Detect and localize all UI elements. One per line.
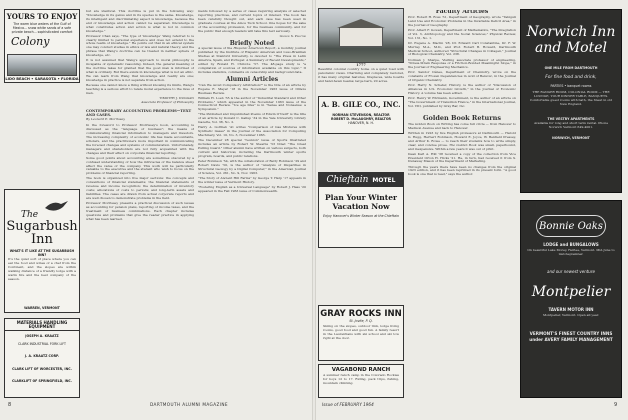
ad-gray-rocks — [318, 305, 404, 361]
golden-book-heading: Golden Book Returns — [422, 113, 502, 122]
ad-norwich-line-2: PARTIES • banquet rooms — [550, 84, 592, 88]
ad-bonnie-line-2: and our newest venture — [547, 269, 595, 274]
ad-bonnie-line-4: VERMONT'S FINEST COUNTRY INNS under AVERY FAMILY MANAGEMENT — [529, 331, 613, 343]
ad-norwich-line-1: For fine food and drink, — [545, 75, 597, 80]
ad-vagabond — [318, 364, 404, 398]
signoff-duggan-title: Associate Professor of Philosophy — [141, 99, 194, 104]
ad-bonnie-badge — [536, 215, 606, 237]
left-column-3: ments followed by a series of cases requiring analysis of selected reporting practices, and current topics of interest. The book has been carefully thought out, and each case has been used in graduate courses at the Amos Tuck School. One hopes for the sake of the accounting profession, for the business community, and for the public that enough readers will take this text seriously. George S. Proctor Briefly Noted A special issue of the Hispanic American Report, a monthly journal published by the Institute of Hispanic American and Luso-Brazilian Studies at Stanford University, is devoted to "The Press in Latin America, Spain, and Portugal: A Summary of Recent Developments," edited by Ronald H. Chilcote '57. The 48-page study is "a compilation of sources of information available on this topic." It includes statistics, comments on censorship and background data. Alumni Articles "Can We Avoid Compulsory Arbitration?" is the title of an article by Eugene E. Mayer '18 in the November 1963 issue of Illinois Business Review. William H. Loeb '35 is the author of "Industrial Standard and Other Problems," which appeared in the November 1963 issue of the Connecticut Review. "Ice age lifes" is in "Sense and Nonsense: a Symposium." "The Published and Unpublished Poems of Edwin O'Neill" is the title of an article by Donald C. Gallup '34 in the Yale University Library Gazette, Vol. 38, No. 2. Harry A. Gottlieb '41 writes "Comparison of Gas Mixtures with Synthetic Gases" in the Journal of the Association for Computing Machinery, Vol. 10, No. 3, November 1963. The December 28 special "reunion" issue of Sports Illustrated includes an article by Robert W. Stearns '53 titled "The Great Pulling Guard." Other alumni have written on various subjects, both current and historical, including the Dartmouth winter sports program, boards, and public relations. Peter Robinson '54, with the collaboration of Betty Robinson '29 and Robert Davis '50, is the author of "Analysis of Disparities in Structural Geology by a Digital Computer," in the American Journal of Science, Vol. 261, No. 9, Nov. 1963. "The Story of Ancient Hill Farms" by George T. Harp '17 appears in the winter issue of Vermont History. "Fostering English as a Universal Language" by Robert J. Hass '20 appeared in the Fall 1963 issue of Commonwealth. — [198, 10, 306, 193]
ad-chieftain-logo-bar — [319, 173, 403, 187]
ad-bonnie-line-1: LODGE and BUNGALOWS — [543, 242, 599, 247]
ad-materials-line-3: CLARK LIFT OF WORCESTER, INC. — [12, 367, 72, 371]
ad-materials-title: MATERIALS HANDLING EQUIPMENT — [5, 319, 79, 331]
inn-photo — [318, 8, 404, 63]
ad-yours-body: The warm blue waters of the Gulf of Mexico... snow white sands of a safe private beach... sophisticated comfort — [11, 22, 73, 34]
ad-chieftain-headline-2: Vacation Now — [332, 202, 390, 211]
ad-sugarbush-copy: It's the quiet sort of place where you can eat the food and wines of a chef from the Continent, and the slopes are within walking distance of a friendly lodge with a warm fire and the best company of the season. — [8, 257, 76, 281]
ad-grayrocks-sub: St. Jovite, P. Q. — [349, 319, 373, 323]
left-column-2: but are identical. This doctrine is put in the following way: "Knowledge in its genus and in its species is the same. Knowledge, its intelligent and discriminating aspect is knowledge, because the end of knowledge and action cannot be separated. Knowledge is what constitutes action and action is what is not in common knowledge." Professor Chan says, "The type of 'knowledge' Wang referred to is clearly limited to personal experience and does not extend to the whole realm of knowledge." He points out that in an ethical system one may conduct studies in ethics or law and natural theory, and the phrase that Wang's doctrine can be treated in neither sphere of knowledge, etc. It is not assumed that Wang's approach to moral philosophy is incapable of systematic reasoning. Indeed, the general meaning of the doctrine takes for granted that the good man is informed of what is ordinary. But there exists in knowledge what is not an ethic. We can learn from Wang that knowledge and reality are one; knowledge in practice is not separate from action. Because one cannot know a thing without knowing its limits, Wang's teaching is a serious effort to relate moral experience to the lives of men. TIMOTHY J. DUGGAN Associate Professor of Philosophy CONTEMPORARY ACCOUNTING PROBLEMS—TEXT AND CASES. By Leonard E. Morrissey In the foreword to Professor Morrissey's book, accounting is discussed as the "language of business"; the means of communicating financial information to managers and investors. The increasing complexity of economic life has made accountants, scholars, and the practitioners more important in communicating the forecast changes and systems of communication. Unfortunately, managers and shareholders are not fully acquainted with the changes and their effect on corporate financial reporting. Some good points about accounting are sometimes obscured by a confused understanding of how the intricacies of the balance sheet affect the value of the company. This work will be particularly valuable to the executive and the student who wish to focus on the problems of financial reporting. The book is organized into five major sections: the concepts and conventions of financial statements; the financial statements of revenue and income recognition; the determination of inventory costs; allocations of costs to periods; and long-term assets and liabilities. The cases are drawn from actual corporate reports and are well chosen to demonstrate problems in the field. Professor Morrissey presents a practical discussion of such issues as accounting for pension plans, reporting of income taxes, and the treatment of business combinations. Each chapter includes questions and problems that give the reader practice in applying what has been learned. — [86, 10, 194, 221]
gutter — [312, 0, 316, 420]
ad-sugarbush-sub: WHAT'S IT LIKE AT THE SUGARBUSH INN? — [9, 249, 75, 257]
ad-grayrocks-name: GRAY ROCKS INN — [320, 309, 402, 319]
ad-materials-line-1: CLARK INDUSTRIAL FORK LIFT — [18, 342, 66, 346]
ad-materials-handling — [4, 318, 80, 398]
ad-bonnie-name: Bonnie Oaks — [539, 220, 603, 232]
photo-caption: Beautiful colonial country home on a quiet road with panoramic views. Charming and completely restored, it has many original features, fireplaces, wide boards and hand-hewn beams; large barn, 20 acres. — [318, 67, 404, 83]
ad-materials-line-0: JOSEPH A. KRAATZ — [25, 334, 59, 338]
ad-sugarbush-pre: The — [21, 210, 39, 220]
ad-chieftain-logo: Chieftain — [326, 175, 369, 185]
signoff-col3: George S. Proctor — [279, 33, 306, 38]
faculty-articles-heading: Faculty Articles — [435, 10, 489, 15]
book-heading: CONTEMPORARY ACCOUNTING PROBLEMS—TEXT AND CASES. — [86, 108, 192, 117]
book-authors: By Leonard E. Morrissey — [86, 117, 125, 122]
left-footer: DARTMOUTH ALUMNI MAGAZINE — [150, 402, 228, 407]
ad-norwich-inn — [520, 9, 622, 193]
ad-norwich-place: NORWICH, VERMONT — [552, 135, 590, 140]
ad-materials-line-4: CLARKLIFT OF SPRINGFIELD, INC. — [12, 379, 72, 383]
ad-yours-title: YOURS TO ENJOY — [6, 12, 78, 21]
ad-norwich-line-0: ONE MILE FROM DARTMOUTH — [544, 66, 598, 70]
ad-grayrocks-copy: Skiing on the slopes, outdoor rink, lodge living rooms, good food and good fun. A family resort in the Laurentians with ski school and ski tow right at the door. — [323, 324, 399, 340]
right-column-faculty: Faculty Articles Prof. Robert H. Ross '31, Department of Geography, wrote "Tabiguli Land Use and Economic Problems in the Invariable Deficit Area," in the Journal of Geography. Prof. Albert F. Gowan, Department of Mathematics, "The Integration of Vol. 3, Anthropology and the Social Sciences," Physical Review, Vol. 131, No. 1. Dr. Eugene A. Maclin '28, Dr. Edward Carl Constantine, Dr. F. W. Murray, M.A., M.D., and Prof. Robert B. Howard, Dartmouth Medical School, authored "Structural Changes in Collagen," Journal of Biological Chemistry, Vol. 238. Norman J. Sharpe, Visiting associate professor of engineering, "Stress-Strain Response of a Friction-Bonded Meaningful Slope," in the Journal of Engineering Mechanics. Prof. Sandor Dénes, Department of Chemistry, wrote on the constants of Frozen Dependencies in Acid of Benzoic, in the Journal of Organic Chemistry. Prof. Harry N. Schefer, History, is the author of "Discussion of Alliances in U.S. Economic Growth," in the Journal of Economic History. A volume has been edited. Prof. Henry W. Ehrmann, Government, is the author of an article on "The Government of Transition France," in the International Journal, Vol. VIII, published by Gray Bar, Inc. Golden Book Returns The Golden Book on Writing has come full circle — from Hanover to Madison Avenue and back to Hanover. Written in 1923 by five English professors at Dartmouth — Harold G. Rugg, Herbert Robinson, Howard E. Joyce, W. Benfield Pressey, and Arthur K. Rowe — to reach their students how to write simply, clear, and concise prose. The Golden Book was small, paperbound, and inexpensive. Within a few years it was out of print. Dean Karl A. Hill '38 received a copy of the collection from Vice President Orton H. Hicks '21. He, in turn, had received it from S. Dunaway Mason of the Department of Marketing. Through the years there have been no changes from the original 1923 edition, and it has been reprinted in its present form. "A good book is one that is read," says the author. — [408, 10, 516, 177]
ad-bonnie-line-3: TAVERN MOTOR INN — [548, 307, 594, 312]
ad-materials-line-2: J. A. KRAATZ CORP. — [24, 354, 60, 358]
ad-chieftain — [318, 172, 404, 248]
ad-gile-name: A. B. GILE CO., INC. — [321, 100, 401, 109]
photo-caption-year: 1777 — [356, 63, 366, 67]
ad-bonnie-copy: On beautiful Lake Morey, Fairlee, Vermont. Mid-June to mid-September. — [527, 248, 615, 256]
left-folio: 8 — [8, 402, 12, 408]
inn-roof — [337, 19, 385, 28]
ad-chieftain-headline-1: Plan Your Winter — [325, 193, 397, 202]
ad-yours-places: LIDO BEACH • SARASOTA • FLORIDA — [5, 77, 79, 81]
ad-yours-logo: Colony — [11, 35, 50, 48]
ad-norwich-line-3: THE VESTRY APARTMENTS — [547, 116, 595, 121]
ad-norwich-vestry-copy: Available for long and short term rental. Phone Norwich Vermont 649-4001. — [533, 120, 609, 129]
ad-sugarbush-name: Sugarbush Inn — [6, 219, 78, 247]
ad-gile-line3: HANOVER, N. H. — [348, 121, 374, 125]
ad-yours-photo — [7, 54, 77, 76]
ad-norwich-copy: THE RANGER ROOM, COLONIAL ROOM — THE LOUNGE, YOUR DINNER TABLE, BANQUETS. Comfortable guest rooms with bath, the finest in old New England. — [529, 90, 613, 106]
ad-vagabond-copy: A summer ranch camp in the Colorado Rockies for boys 12 to 17. Riding, pack trips, fishing, mountain climbing. — [323, 373, 399, 385]
briefly-noted-heading: Briefly Noted — [229, 39, 275, 47]
alumni-articles-heading: Alumni Articles — [225, 75, 279, 83]
ad-norwich-name-1: Norwich Inn — [526, 24, 616, 40]
ad-vagabond-name: VAGABOND RANCH — [331, 367, 391, 373]
inn-building — [339, 27, 383, 47]
ad-sugarbush — [4, 189, 80, 313]
ad-chieftain-sub: Enjoy Hanover's Winter Season at the Chieftain — [323, 214, 399, 218]
ad-montpelier-copy: Montpelier, Vermont. Open all year. — [543, 313, 599, 317]
bird-icon — [43, 198, 69, 214]
ad-chieftain-motel: MOTEL — [372, 176, 396, 184]
right-footer: Issue of FEBRUARY 1964 — [322, 402, 374, 407]
ad-yours-to-enjoy — [4, 9, 80, 83]
ad-norwich-name-2: and Motel — [535, 40, 607, 56]
right-folio: 9 — [614, 402, 618, 408]
ad-bonnie-oaks — [520, 200, 622, 398]
ad-montpelier-name: Montpelier — [531, 284, 611, 300]
signoff-duggan: TIMOTHY J. DUGGAN — [159, 95, 194, 100]
ad-gile-line1: NORMAN STEVENSON, REALTOR — [332, 113, 390, 117]
ad-sugarbush-location: WARREN, VERMONT — [24, 306, 60, 310]
ad-gile — [318, 96, 404, 134]
ad-gile-line2: ROBERT D. McLAUGHRY, REALTOR — [331, 117, 391, 121]
